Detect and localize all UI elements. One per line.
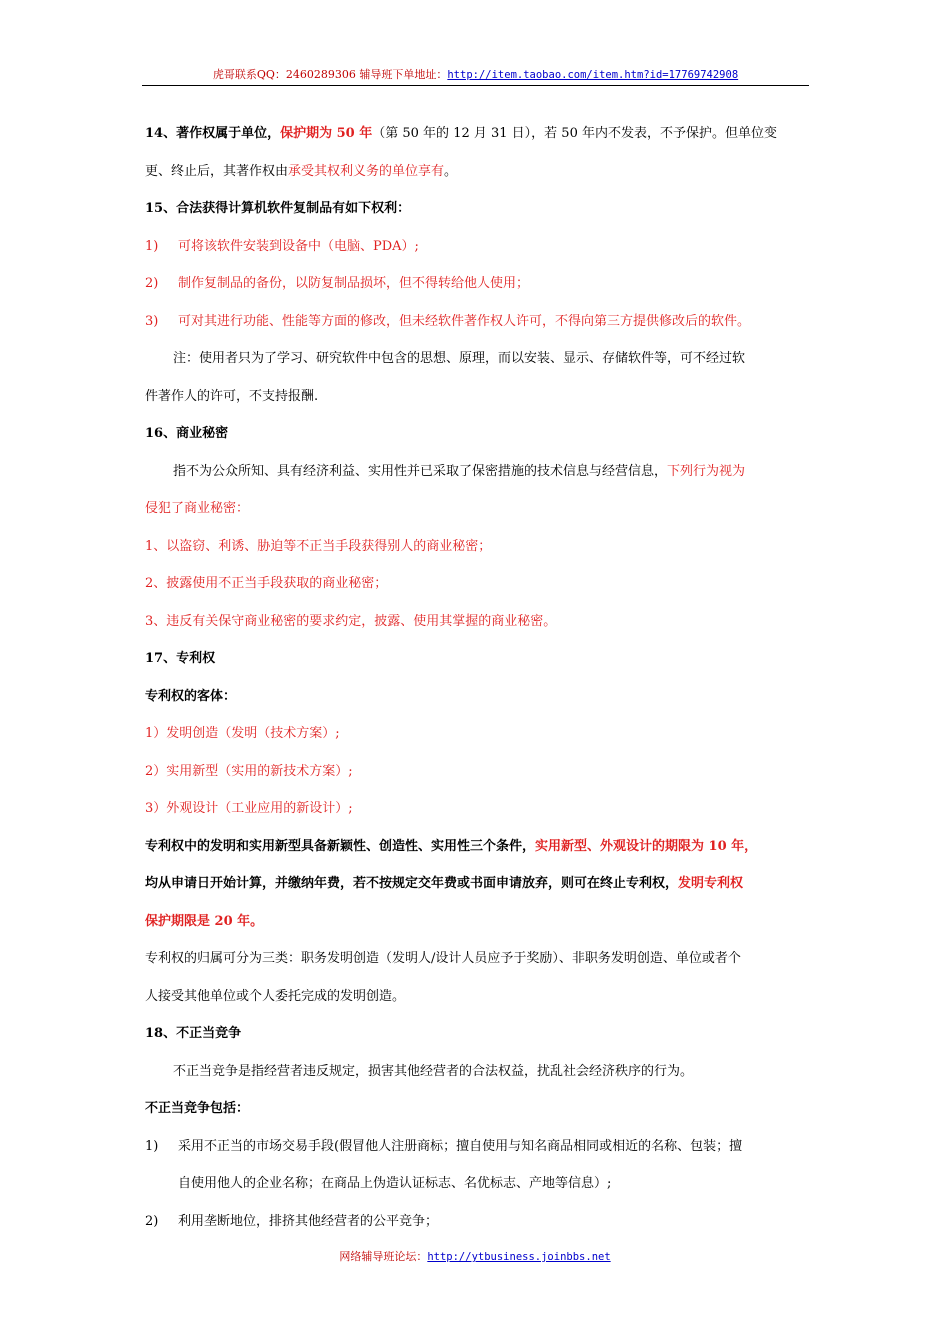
s17-object-1: 1）发明创造（发明（技术方案）;: [145, 726, 340, 741]
s17-term-10: 实用新型、外观设计的期限为 10 年，: [535, 838, 758, 854]
s15-note-2: 件著作人的许可，不支持报酬.: [145, 388, 319, 404]
s14-text2: 更、终止后，其著作权由: [145, 163, 289, 179]
s17-invention: 发明专利权: [678, 876, 744, 891]
s14-end: 。: [444, 163, 458, 179]
s17-fees: 均从申请日开始计算，并缴纳年费，若不按规定交年费或书面申请放弃，则可在终止专利权，: [145, 876, 679, 891]
item-text: 利用垄断地位，排挤其他经营者的公平竞争；: [178, 1213, 439, 1229]
s18-title: 18、不正当竞争: [145, 1026, 242, 1041]
s17-object-3: 3）外观设计（工业应用的新设计）;: [145, 801, 353, 816]
item-number: 3): [145, 313, 159, 329]
s14-line2: [145, 153, 809, 191]
s14-line1: [145, 115, 809, 153]
s17-ownership-2: 人接受其他单位或个人委托完成的发明创造。: [145, 988, 406, 1004]
s16-definition: 指不为公众所知、具有经济利益、实用性并已采取了保密措施的技术信息与经营信息，: [173, 463, 668, 479]
footer-text: 网络辅导班论坛：: [339, 1250, 428, 1263]
s17-object-2: 2）实用新型（实用的新技术方案）;: [145, 763, 353, 779]
s14-protection-period: 保护期为 50 年: [280, 126, 373, 141]
s18-item-2: [145, 1203, 809, 1241]
s14-successor: 承受其权利义务的单位享有: [288, 163, 445, 179]
s17-para-1: [145, 828, 809, 866]
s15-title: 15、合法获得计算机软件复制品有如下权利：: [145, 201, 411, 216]
s15-note-1: 注：使用者只为了学习、研究软件中包含的思想、原理，而以安装、显示、存储软件等，可不经过软: [173, 351, 746, 366]
document-body: [145, 115, 809, 1240]
s15-item-3: [145, 303, 809, 341]
s16-para-1: [145, 453, 809, 491]
s16-para-2: 侵犯了商业秘密：: [145, 501, 250, 516]
s14-text: （第 50 年的 12 月 31 日），若 50 年内不发表，不予保护。但单位变: [372, 126, 777, 141]
page-footer: [0, 1248, 950, 1264]
s18-definition: 不正当竞争是指经营者违反规定，损害其他经营者的合法权益，扰乱社会经济秩序的行为。: [173, 1063, 694, 1079]
s18-item-1-cont: 自使用他人的企业名称；在商品上伪造认证标志、名优标志、产地等信息）;: [178, 1176, 612, 1191]
s16-title: 16、商业秘密: [145, 426, 229, 441]
s18-list-title: 不正当竞争包括：: [145, 1101, 250, 1116]
s17-ownership-1: 专利权的归属可分为三类：职务发明创造（发明人/设计人员应予于奖励）、非职务发明创造、单位或者个: [145, 951, 741, 966]
page-header: [142, 66, 809, 86]
s17-para-2: [145, 865, 809, 903]
s17-para-3: 保护期限是 20 年。: [145, 913, 264, 929]
s17-object-title: 专利权的客体：: [145, 688, 237, 704]
s15-item-1: [145, 228, 809, 266]
header-text: 虎哥联系QQ：2460289306 辅导班下单地址：: [212, 68, 448, 81]
s16-item-3: 3、违反有关保守商业秘密的要求约定，披露、使用其掌握的商业秘密。: [145, 613, 557, 629]
item-number: 1): [145, 238, 159, 254]
s16-item-1: 1、以盗窃、利诱、胁迫等不正当手段获得别人的商业秘密；: [145, 538, 492, 554]
item-number: 2): [145, 276, 159, 291]
s16-highlight: 下列行为视为: [667, 463, 746, 479]
item-text: 制作复制品的备份，以防复制品损坏，但不得转给他人使用；: [178, 276, 530, 291]
s17-conditions: 专利权中的发明和实用新型具备新颖性、创造性、实用性三个条件，: [145, 838, 536, 854]
item-number: 1): [145, 1138, 159, 1154]
item-text: 采用不正当的市场交易手段(假冒他人注册商标；擅自使用与知名商品相同或相近的名称、包装；擅: [178, 1138, 743, 1154]
footer-link[interactable]: http://ytbusiness.joinbbs.net: [427, 1251, 611, 1263]
s15-item-2: [145, 265, 809, 303]
s16-item-2: 2、披露使用不正当手段获取的商业秘密；: [145, 576, 388, 591]
item-text: 可对其进行功能、性能等方面的修改，但未经软件著作权人许可，不得向第三方提供修改后的软件。: [178, 313, 751, 329]
s17-title: 17、专利权: [145, 651, 216, 666]
item-number: 2): [145, 1213, 159, 1229]
s18-item-1: [145, 1128, 809, 1166]
header-link[interactable]: http://item.taobao.com/item.htm?id=17769742908: [447, 69, 739, 81]
item-text: 可将该软件安装到设备中（电脑、PDA）;: [178, 238, 419, 254]
s14-heading: 14、著作权属于单位，: [145, 126, 281, 141]
